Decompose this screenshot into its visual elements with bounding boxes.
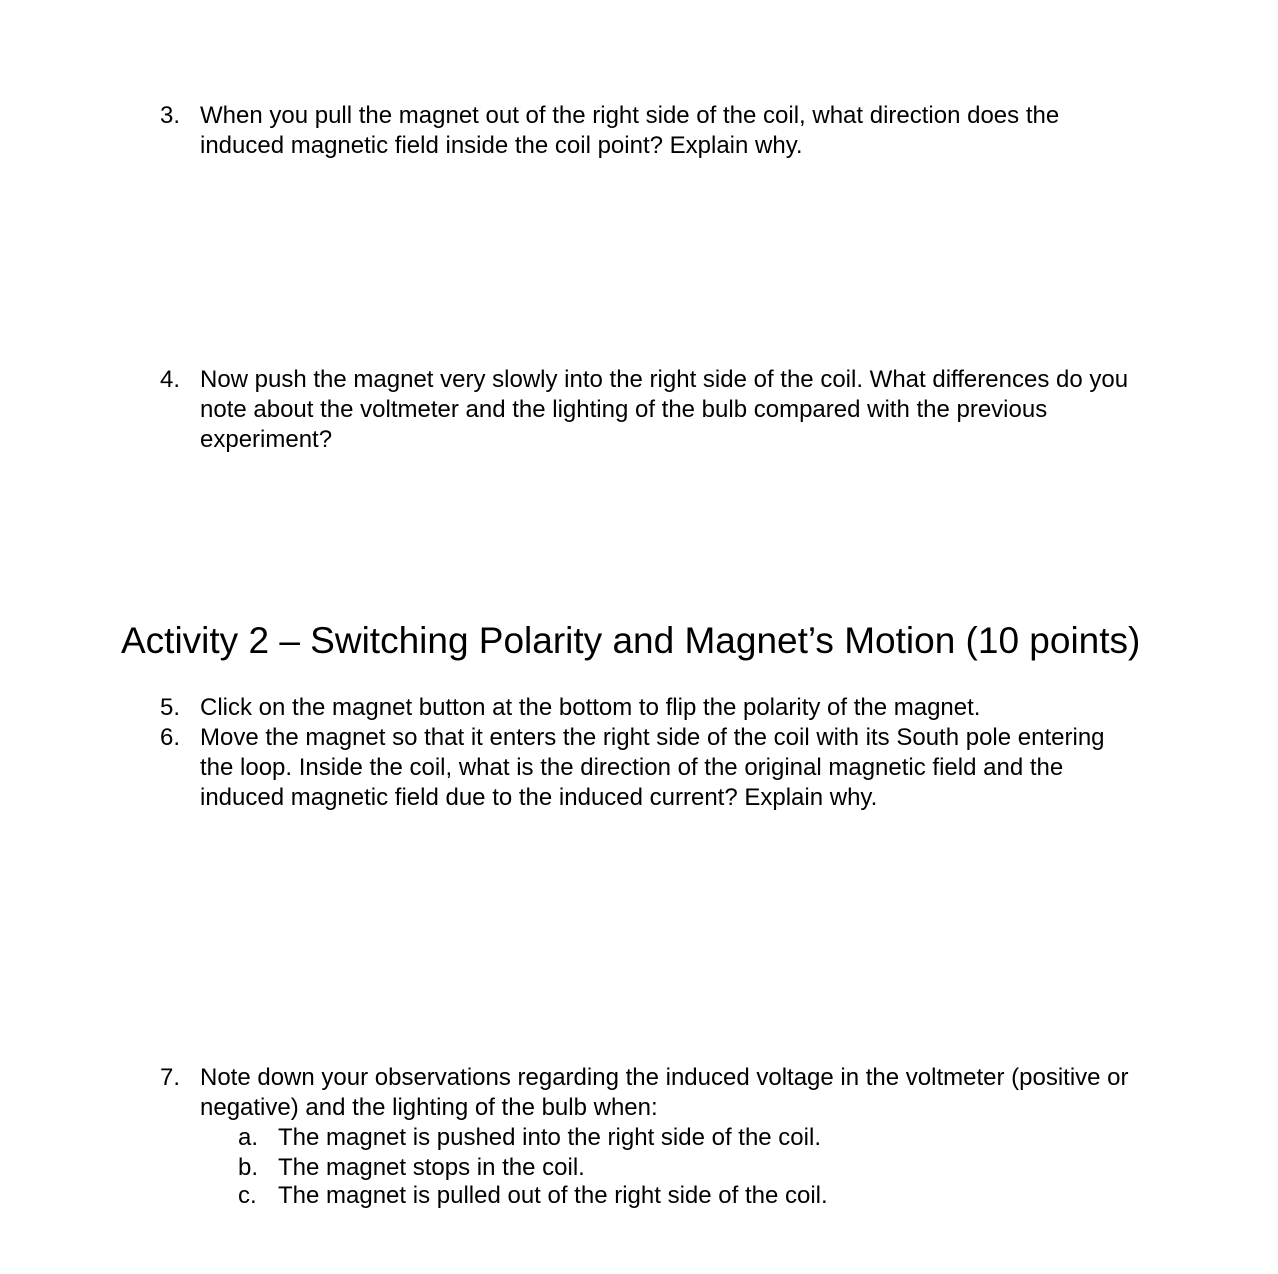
subitem-text: The magnet is pushed into the right side of the coil. bbox=[278, 1124, 821, 1151]
question-number: 3. bbox=[160, 102, 181, 129]
subitem-text: The magnet is pulled out of the right side of the coil. bbox=[278, 1182, 828, 1209]
question-text: When you pull the magnet out of the right side of the coil, what direction does the induced magnetic field inside the coil point? Explain why. bbox=[200, 102, 1060, 159]
activity-2-heading: Activity 2 – Switching Polarity and Magnet’s Motion (10 points) bbox=[121, 620, 1141, 661]
subitem-letter: b. bbox=[238, 1154, 259, 1181]
question-number: 4. bbox=[160, 366, 181, 393]
question-text: Click on the magnet button at the bottom to flip the polarity of the magnet. bbox=[200, 694, 981, 721]
question-number: 7. bbox=[160, 1064, 181, 1091]
question-number: 6. bbox=[160, 724, 181, 751]
subitem-letter: a. bbox=[238, 1124, 259, 1151]
question-text: Move the magnet so that it enters the right side of the coil with its South pole entering the loop. Inside the coil, what is the direction of the original magnetic field and the induced magnetic field due to the induced current? Explain why. bbox=[200, 724, 1105, 811]
question-number: 5. bbox=[160, 694, 181, 721]
subitem-text: The magnet stops in the coil. bbox=[278, 1154, 585, 1181]
question-text: Now push the magnet very slowly into the right side of the coil. What differences do you note about the voltmeter and the lighting of the bulb compared with the previous experiment? bbox=[200, 366, 1129, 453]
question-text: Note down your observations regarding the induced voltage in the voltmeter (positive or negative) and the lighting of the bulb when: bbox=[200, 1064, 1129, 1121]
subitem-letter: c. bbox=[238, 1182, 257, 1209]
